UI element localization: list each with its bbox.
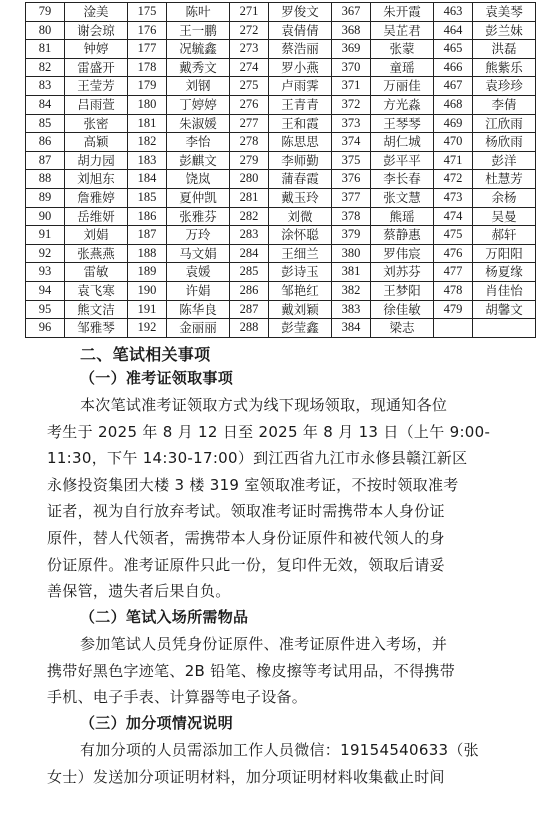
candidate-number-cell: 479 — [434, 300, 473, 319]
candidate-name-cell: 胡仁城 — [371, 133, 434, 152]
para1-line: 原件，替人代领者，需携带本人身份证原件和被代领人的身 — [47, 529, 445, 547]
table-row — [26, 226, 536, 245]
candidate-name-cell: 谢会琼 — [65, 21, 128, 40]
candidate-name-cell: 徐佳敏 — [371, 300, 434, 319]
candidate-number-cell: 84 — [26, 95, 65, 114]
candidate-number-cell: 471 — [434, 151, 473, 170]
candidate-number-cell: 285 — [230, 263, 269, 282]
candidate-number-cell: 278 — [230, 133, 269, 152]
candidate-name-cell: 熊瑶 — [371, 207, 434, 226]
candidate-number-cell: 382 — [332, 281, 371, 300]
candidate-name-cell: 淦美 — [65, 3, 128, 22]
table-row — [26, 151, 536, 170]
candidate-number-cell: 376 — [332, 170, 371, 189]
candidate-name-cell: 胡馨文 — [473, 300, 536, 319]
candidate-name-cell: 江欣雨 — [473, 114, 536, 133]
candidate-name-cell: 吴曼 — [473, 207, 536, 226]
candidate-number-cell: 367 — [332, 3, 371, 22]
candidate-name-cell: 方光淼 — [371, 95, 434, 114]
candidate-name-cell: 戴刘颖 — [269, 300, 332, 319]
candidate-name-cell: 刘旭东 — [65, 170, 128, 189]
candidate-name-cell: 袁珍珍 — [473, 77, 536, 96]
candidate-number-cell: 184 — [128, 170, 167, 189]
candidate-name-cell: 万阳阳 — [473, 244, 536, 263]
candidate-name-cell: 张雅芬 — [167, 207, 230, 226]
candidate-number-cell: 273 — [230, 40, 269, 59]
candidate-name-cell: 彭诗玉 — [269, 263, 332, 282]
table-row — [26, 133, 536, 152]
candidate-name-cell: 吴芷君 — [371, 21, 434, 40]
candidate-number-cell: 379 — [332, 226, 371, 245]
candidate-number-cell: 282 — [230, 207, 269, 226]
candidate-number-cell: 271 — [230, 3, 269, 22]
table-row — [26, 319, 536, 338]
candidate-name-cell: 岳维妍 — [65, 207, 128, 226]
candidate-name-cell: 涂怀聪 — [269, 226, 332, 245]
candidate-number-cell: 473 — [434, 188, 473, 207]
candidate-name-cell: 饶岚 — [167, 170, 230, 189]
candidate-number-cell: 475 — [434, 226, 473, 245]
candidate-number-cell: 369 — [332, 40, 371, 59]
candidate-name-cell: 张文慧 — [371, 188, 434, 207]
candidate-number-cell: 277 — [230, 114, 269, 133]
candidate-number-cell: 288 — [230, 319, 269, 338]
table-row — [26, 170, 536, 189]
candidate-name-cell: 王琴琴 — [371, 114, 434, 133]
table-row — [26, 3, 536, 22]
candidate-name-cell: 夏仲凯 — [167, 188, 230, 207]
candidate-name-cell: 陈叶 — [167, 3, 230, 22]
candidate-number-cell: 276 — [230, 95, 269, 114]
candidate-name-cell: 郝轩 — [473, 226, 536, 245]
candidate-name-cell: 邹雅琴 — [65, 319, 128, 338]
candidate-number-cell: 383 — [332, 300, 371, 319]
candidate-name-cell: 高颖 — [65, 133, 128, 152]
candidate-number-cell: 89 — [26, 188, 65, 207]
candidate-name-cell: 邹艳红 — [269, 281, 332, 300]
candidate-number-cell: 177 — [128, 40, 167, 59]
bonus-points-heading: （三）加分项情况说明 — [80, 714, 234, 732]
candidate-name-cell: 王青青 — [269, 95, 332, 114]
candidate-name-cell: 彭麒文 — [167, 151, 230, 170]
candidate-name-cell: 张密 — [65, 114, 128, 133]
candidate-number-cell: 187 — [128, 226, 167, 245]
candidate-name-cell: 杜慧芳 — [473, 170, 536, 189]
para1-line: 永修投资集团大楼 3 楼 319 室领取准考证，不按时领取准考 — [47, 476, 459, 494]
candidate-name-cell: 钟婷 — [65, 40, 128, 59]
candidate-name-cell: 张燕燕 — [65, 244, 128, 263]
candidate-number-cell: 80 — [26, 21, 65, 40]
candidate-name-cell: 朱淑媛 — [167, 114, 230, 133]
candidate-name-cell: 詹雅婷 — [65, 188, 128, 207]
candidate-number-cell: 372 — [332, 95, 371, 114]
candidate-number-cell: 87 — [26, 151, 65, 170]
candidate-name-cell: 罗俊文 — [269, 3, 332, 22]
candidate-name-cell: 陈华良 — [167, 300, 230, 319]
candidate-name-cell: 彭莹鑫 — [269, 319, 332, 338]
candidate-name-cell: 彭平平 — [371, 151, 434, 170]
candidate-number-cell: 178 — [128, 58, 167, 77]
candidate-name-cell: 蒲春霞 — [269, 170, 332, 189]
candidate-name-cell: 王梦阳 — [371, 281, 434, 300]
candidate-number-cell: 272 — [230, 21, 269, 40]
candidate-name-cell: 吕雨萱 — [65, 95, 128, 114]
admission-ticket-heading: （一）准考证领取事项 — [80, 369, 234, 387]
candidate-name-cell: 熊文洁 — [65, 300, 128, 319]
candidate-number-cell: 474 — [434, 207, 473, 226]
candidate-name-cell: 雷盛开 — [65, 58, 128, 77]
candidate-number-cell: 284 — [230, 244, 269, 263]
candidate-number-cell: 478 — [434, 281, 473, 300]
candidate-number-cell: 472 — [434, 170, 473, 189]
table-row — [26, 58, 536, 77]
candidate-number-cell: 286 — [230, 281, 269, 300]
candidate-number-cell: 374 — [332, 133, 371, 152]
section-heading: 二、笔试相关事项 — [80, 345, 211, 364]
candidate-name-cell: 蔡静惠 — [371, 226, 434, 245]
candidate-name-cell: 李倩 — [473, 95, 536, 114]
candidate-number-cell: 92 — [26, 244, 65, 263]
candidate-number-cell: 186 — [128, 207, 167, 226]
candidate-number-cell: 467 — [434, 77, 473, 96]
candidate-name-cell: 况毓鑫 — [167, 40, 230, 59]
candidate-number-cell: 86 — [26, 133, 65, 152]
candidate-name-cell: 刘钢 — [167, 77, 230, 96]
para3-line: 女士）发送加分项证明材料，加分项证明材料收集截止时间 — [47, 768, 445, 786]
table-row — [26, 207, 536, 226]
table-row — [26, 263, 536, 282]
candidate-table-body — [26, 3, 536, 338]
candidate-number-cell: 463 — [434, 3, 473, 22]
candidate-number-cell: 94 — [26, 281, 65, 300]
candidate-number-cell: 283 — [230, 226, 269, 245]
table-row — [26, 40, 536, 59]
candidate-name-cell: 金丽丽 — [167, 319, 230, 338]
candidate-name-cell: 王细兰 — [269, 244, 332, 263]
candidate-number-cell: 188 — [128, 244, 167, 263]
candidate-number-cell: 280 — [230, 170, 269, 189]
candidate-name-cell: 袁美琴 — [473, 3, 536, 22]
candidate-name-cell: 肖佳怡 — [473, 281, 536, 300]
para3-line: 有加分项的人员需添加工作人员微信：19154540633（张 — [80, 741, 479, 759]
candidate-number-cell: 91 — [26, 226, 65, 245]
candidate-name-cell: 洪磊 — [473, 40, 536, 59]
candidate-number-cell: 468 — [434, 95, 473, 114]
candidate-name-cell: 李怡 — [167, 133, 230, 152]
candidate-name-cell: 袁倩倩 — [269, 21, 332, 40]
candidate-number-cell: 275 — [230, 77, 269, 96]
candidate-number-cell: 370 — [332, 58, 371, 77]
table-row — [26, 244, 536, 263]
candidate-number-cell: 470 — [434, 133, 473, 152]
para1-line: 本次笔试准考证领取方式为线下现场领取，现通知各位 — [80, 396, 448, 414]
candidate-number-cell: 378 — [332, 207, 371, 226]
exam-items-heading: （二）笔试入场所需物品 — [80, 608, 249, 626]
para1-line: 11:30，下午 14:30-17:00）到江西省九江市永修县赣江新区 — [47, 449, 468, 467]
candidate-number-cell: 465 — [434, 40, 473, 59]
para1-line: 考生于 2025 年 8 月 12 日至 2025 年 8 月 13 日（上午 9:00- — [47, 423, 491, 441]
candidate-name-cell: 王一鹏 — [167, 21, 230, 40]
candidate-name-cell: 万丽佳 — [371, 77, 434, 96]
candidate-name-cell: 胡力园 — [65, 151, 128, 170]
candidate-name-cell: 刘苏芬 — [371, 263, 434, 282]
candidate-name-cell: 杨夏缘 — [473, 263, 536, 282]
table-row — [26, 188, 536, 207]
candidate-number-cell: 81 — [26, 40, 65, 59]
table-row — [26, 300, 536, 319]
candidate-number-cell: 189 — [128, 263, 167, 282]
candidate-name-cell: 罗小燕 — [269, 58, 332, 77]
candidate-name-cell: 许娟 — [167, 281, 230, 300]
candidate-number-cell: 476 — [434, 244, 473, 263]
candidate-name-cell: 张蒙 — [371, 40, 434, 59]
candidate-name-cell: 彭兰妹 — [473, 21, 536, 40]
candidate-name-cell: 李长春 — [371, 170, 434, 189]
table-row — [26, 95, 536, 114]
candidate-number-cell: 79 — [26, 3, 65, 22]
para2-line: 手机、电子手表、计算器等电子设备。 — [47, 688, 308, 706]
candidate-name-cell: 彭洋 — [473, 151, 536, 170]
candidate-list-table — [25, 2, 536, 338]
candidate-number-cell: 477 — [434, 263, 473, 282]
candidate-name-cell: 余杨 — [473, 188, 536, 207]
candidate-name-cell: 王和霞 — [269, 114, 332, 133]
candidate-name-cell: 袁媛 — [167, 263, 230, 282]
candidate-name-cell: 罗伟宸 — [371, 244, 434, 263]
para2-line: 携带好黑色字迹笔、2B 铅笔、橡皮擦等考试用品，不得携带 — [47, 662, 456, 680]
candidate-number-cell: 180 — [128, 95, 167, 114]
candidate-number-cell: 375 — [332, 151, 371, 170]
candidate-number-cell: 381 — [332, 263, 371, 282]
candidate-number-cell: 190 — [128, 281, 167, 300]
candidate-name-cell: 卢雨霁 — [269, 77, 332, 96]
candidate-number-cell: 373 — [332, 114, 371, 133]
candidate-number-cell: 95 — [26, 300, 65, 319]
para1-line: 证者，视为自行放弃考试。领取准考证时需携带本人身份证 — [47, 502, 445, 520]
candidate-number-cell: 179 — [128, 77, 167, 96]
para2-line: 参加笔试人员凭身份证原件、准考证原件进入考场，并 — [80, 635, 448, 653]
candidate-name-cell: 雷敏 — [65, 263, 128, 282]
table-row — [26, 281, 536, 300]
candidate-number-cell: 464 — [434, 21, 473, 40]
candidate-number-cell: 176 — [128, 21, 167, 40]
candidate-number-cell: 281 — [230, 188, 269, 207]
candidate-number-cell: 287 — [230, 300, 269, 319]
candidate-number-cell: 191 — [128, 300, 167, 319]
candidate-number-cell: 466 — [434, 58, 473, 77]
candidate-name-cell: 熊紫乐 — [473, 58, 536, 77]
candidate-number-cell: 274 — [230, 58, 269, 77]
candidate-number-cell: 183 — [128, 151, 167, 170]
candidate-number-cell: 182 — [128, 133, 167, 152]
candidate-number-cell: 192 — [128, 319, 167, 338]
candidate-number-cell: 83 — [26, 77, 65, 96]
candidate-name-cell: 戴玉玲 — [269, 188, 332, 207]
table-row — [26, 114, 536, 133]
candidate-number-cell: 90 — [26, 207, 65, 226]
candidate-name-cell: 袁飞寒 — [65, 281, 128, 300]
candidate-name-cell: 万玲 — [167, 226, 230, 245]
candidate-number-cell: 185 — [128, 188, 167, 207]
candidate-name-cell: 马文娟 — [167, 244, 230, 263]
candidate-number-cell: 469 — [434, 114, 473, 133]
candidate-name-cell: 朱开霞 — [371, 3, 434, 22]
candidate-number-cell: 96 — [26, 319, 65, 338]
candidate-number-cell: 85 — [26, 114, 65, 133]
candidate-name-cell: 蔡浩丽 — [269, 40, 332, 59]
candidate-number-cell: 82 — [26, 58, 65, 77]
candidate-number-cell: 88 — [26, 170, 65, 189]
table-row — [26, 77, 536, 96]
candidate-number-cell: 380 — [332, 244, 371, 263]
candidate-name-cell: 刘娟 — [65, 226, 128, 245]
candidate-number-cell: 175 — [128, 3, 167, 22]
candidate-name-cell: 陈思思 — [269, 133, 332, 152]
candidate-name-cell: 杨欣雨 — [473, 133, 536, 152]
candidate-number-cell: 181 — [128, 114, 167, 133]
candidate-name-cell: 李师勤 — [269, 151, 332, 170]
candidate-name-cell — [473, 319, 536, 338]
candidate-number-cell: 384 — [332, 319, 371, 338]
candidate-number-cell: 93 — [26, 263, 65, 282]
candidate-number-cell: 377 — [332, 188, 371, 207]
candidate-name-cell: 王莹芳 — [65, 77, 128, 96]
candidate-number-cell: 371 — [332, 77, 371, 96]
candidate-name-cell: 戴秀文 — [167, 58, 230, 77]
candidate-name-cell: 童瑶 — [371, 58, 434, 77]
candidate-name-cell: 丁婷婷 — [167, 95, 230, 114]
candidate-name-cell: 梁志 — [371, 319, 434, 338]
candidate-number-cell: 368 — [332, 21, 371, 40]
candidate-name-cell: 刘微 — [269, 207, 332, 226]
para1-line: 份证原件。准考证原件只此一份，复印件无效，领取后请妥 — [47, 556, 445, 574]
table-row — [26, 21, 536, 40]
candidate-number-cell: 279 — [230, 151, 269, 170]
candidate-number-cell — [434, 319, 473, 338]
para1-line: 善保管，遗失者后果自负。 — [47, 582, 231, 600]
